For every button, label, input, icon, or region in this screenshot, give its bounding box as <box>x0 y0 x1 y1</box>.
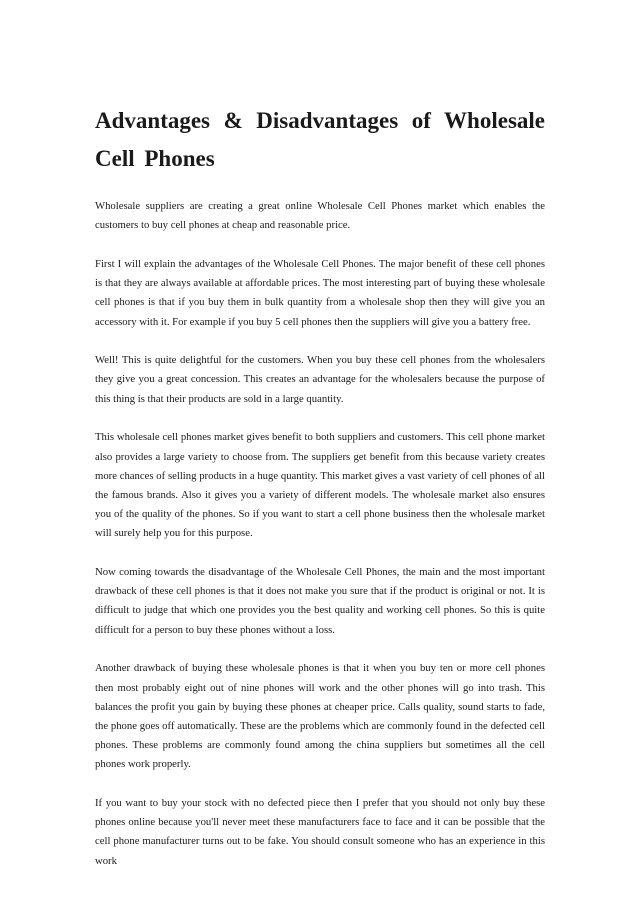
paragraph-intro: Wholesale suppliers are creating a great online Wholesale Cell Phones market which enables the customers to buy cell phones at cheap and reasonable price. <box>95 200 545 232</box>
paragraph-variety: This wholesale cell phones market gives benefit to both suppliers and customers. This cell phone market also provides a large variety to choose from. The suppliers get benefit from this because variety creates more chances of selling products in a huge quantity. This market gives a vast variety of cell phones of all the famous brands. Also it gives you a variety of different models. The wholesale market also ensures you of the quality of the phones. So if you want to start a cell phone business then the wholesale market will surely help you for this purpose. <box>95 431 545 540</box>
paragraph-advice: If you want to buy your stock with no defected piece then I prefer that you should not only buy these phones online because you'll never meet these manufacturers face to face and it can be possible that the cell phone manufacturer turns out to be fake. You should consult someone who has an experience in this work <box>95 797 545 867</box>
paragraph-advantages: First I will explain the advantages of the Wholesale Cell Phones. The major benefit of these cell phones is that they are always available at affordable prices. The most interesting part of buying these wholesale cell phones is that if you buy them in bulk quantity from a wholesale shop then they will give you an accessory with it. For example if you buy 5 cell phones then the suppliers will give you a battery free. <box>95 257 545 328</box>
document-body <box>95 102 545 890</box>
paragraph-drawback: Another drawback of buying these wholesale phones is that it when you buy ten or more cell phones then most probably eight out of nine phones will work and the other phones will go into trash. This balances the profit you gain by buying these phones at cheaper price. Calls quality, sound starts to fade, the phone goes off automatically. These are the problems which are commonly found in the defected cell phones. These problems are commonly found among the china suppliers but sometimes all the cell phones work properly. <box>95 662 545 771</box>
paragraph-disadvantages: Now coming towards the disadvantage of the Wholesale Cell Phones, the main and the most important drawback of these cell phones is that it does not make you sure that if the product is original or not. It is difficult to judge that which one provides you the best quality and working cell phones. So this is quite difficult for a person to buy these phones without a loss. <box>95 566 545 636</box>
document-title: Advantages & Disadvantages of Wholesale Cell Phones <box>95 108 545 171</box>
paragraph-concession: Well! This is quite delightful for the customers. When you buy these cell phones from the wholesalers they give you a great concession. This creates an advantage for the wholesalers because the purpose of this thing is that their products are sold in a large quantity. <box>95 354 545 405</box>
